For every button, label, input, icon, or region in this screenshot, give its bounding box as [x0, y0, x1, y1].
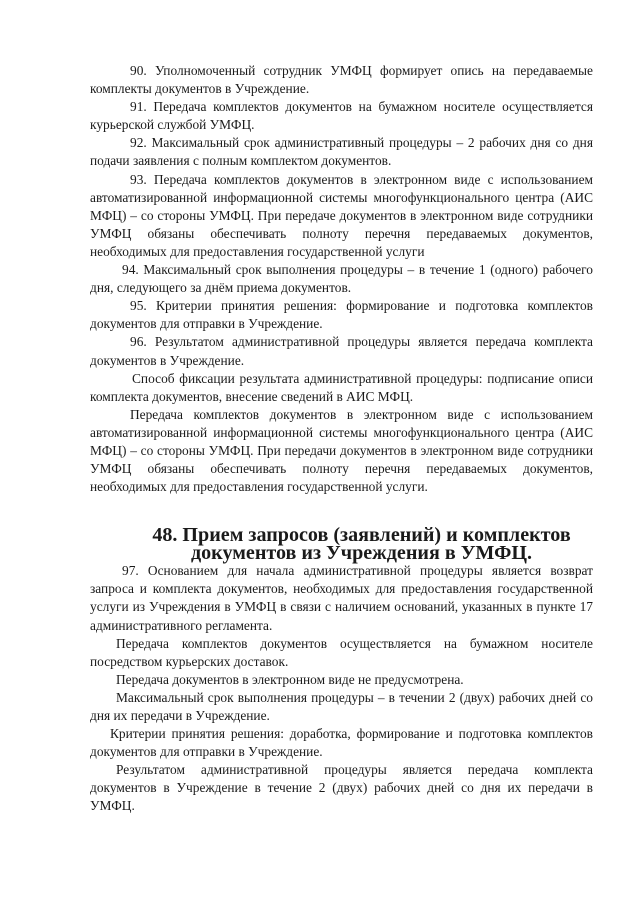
paragraph-fixation-method: Способ фиксации результата административной процедуры: подписание описи комплекта документов, внесение сведений в АИС МФЦ.: [90, 370, 593, 404]
paragraph-max-term: Максимальный срок выполнения процедуры – в течении 2 (двух) рабочих дней со дня их передачи в Учреждение.: [90, 689, 593, 723]
paragraph-94: 94. Максимальный срок выполнения процедуры – в течение 1 (одного) рабочего дня, следующего за днём приема документов.: [90, 262, 593, 296]
paragraph-criteria: Критерии принятия решения: доработка, формирование и подготовка комплектов документов для отправки в Учреждение.: [90, 726, 593, 760]
paragraph-result: Результатом административной процедуры является передача комплекта документов в Учреждение в течение 2 (двух) рабочих дней со дня их передачи в УМФЦ.: [90, 762, 593, 814]
section-heading: 48. Прием запросов (заявлений) и комплектов документов из Учреждения в УМФЦ.: [152, 524, 571, 565]
paragraph-93: 93. Передача комплектов документов в электронном виде с использованием автоматизированной информационной системы многофункционального центра (АИС МФЦ) – со стороны УМФЦ. При передаче документов в электронном виде сотрудники УМФЦ обязаны обеспечивать полноту перечня передаваемых документов, необходимых для предоставления государственной услуги: [90, 171, 593, 259]
section-gap: [90, 496, 593, 526]
paragraph-92: 92. Максимальный срок административный процедуры – 2 рабочих дня со дня подачи заявления с полным комплектом документов.: [90, 135, 593, 169]
paragraph-no-electronic: Передача документов в электронном виде не предусмотрена.: [116, 671, 464, 687]
paragraph-95: 95. Критерии принятия решения: формирование и подготовка комплектов документов для отправки в Учреждение.: [90, 298, 593, 332]
paragraph-electronic-transfer: Передача комплектов документов в электронном виде с использованием автоматизированной информационной системы многофункционального центра (АИС МФЦ) – со стороны УМФЦ. При передачи документов в электронном виде сотрудники УМФЦ обязаны обеспечивать полноту перечня передаваемых документов, необходимых для предоставления государственной услуги.: [90, 406, 593, 495]
paragraph-90: 90. Уполномоченный сотрудник УМФЦ формирует опись на передаваемые комплекты документов в Учреждение.: [90, 63, 593, 97]
paragraph-paper-transfer: Передача комплектов документов осуществляется на бумажном носителе посредством курьерских доставок.: [90, 635, 593, 669]
paragraph-96: 96. Результатом административной процедуры является передача комплекта документов в Учреждение.: [90, 334, 593, 368]
paragraph-97: 97. Основанием для начала административной процедуры является возврат запроса и комплекта документов, необходимых для предоставления государственной услуги из Учреждения в УМФЦ в связи с наличием оснований, указанных в пункте 17 административного регламента.: [90, 563, 593, 633]
paragraph-91: 91. Передача комплектов документов на бумажном носителе осуществляется курьерской службой УМФЦ.: [90, 99, 593, 133]
